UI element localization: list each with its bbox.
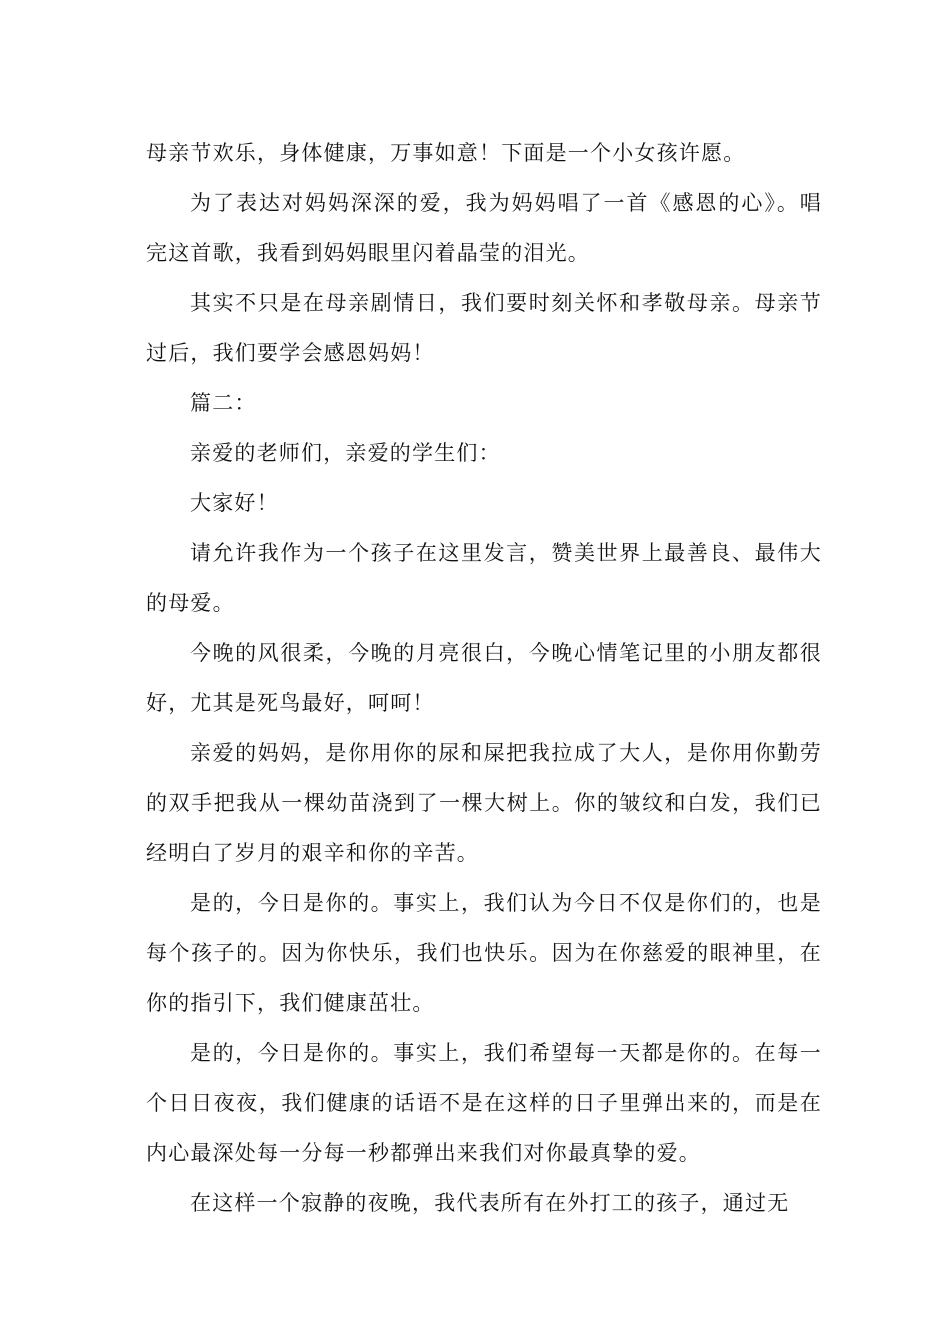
paragraph: 是的，今日是你的。事实上，我们认为今日不仅是你们的，也是每个孩子的。因为你快乐，我们也快乐。因为在你慈爱的眼神里，在你的指引下，我们健康茁壮。 xyxy=(146,891,822,1015)
paragraph: 其实不只是在母亲剧情日，我们要时刻关怀和孝敬母亲。母亲节过后，我们要学会感恩妈妈！ xyxy=(146,291,822,365)
paragraph: 亲爱的妈妈，是你用你的尿和屎把我拉成了大人，是你用你勤劳的双手把我从一棵幼苗浇到了一棵大树上。你的皱纹和白发，我们已经明白了岁月的艰辛和你的辛苦。 xyxy=(146,741,822,865)
paragraph: 为了表达对妈妈深深的爱，我为妈妈唱了一首《感恩的心》。唱完这首歌，我看到妈妈眼里闪着晶莹的泪光。 xyxy=(146,191,822,265)
section-heading: 篇二： xyxy=(190,391,257,415)
salutation: 亲爱的老师们，亲爱的学生们： xyxy=(190,441,501,465)
greeting: 大家好！ xyxy=(190,491,279,515)
paragraph: 是的，今日是你的。事实上，我们希望每一天都是你的。在每一个日日夜夜，我们健康的话语不是在这样的日子里弹出来的，而是在内心最深处每一分每一秒都弹出来我们对你最真挚的爱。 xyxy=(146,1041,822,1165)
paragraph: 请允许我作为一个孩子在这里发言，赞美世界上最善良、最伟大的母爱。 xyxy=(146,541,822,615)
document-body xyxy=(146,128,822,1228)
paragraph: 今晚的风很柔，今晚的月亮很白，今晚心情笔记里的小朋友都很好，尤其是死鸟最好，呵呵！ xyxy=(146,641,822,715)
paragraph: 母亲节欢乐，身体健康，万事如意！下面是一个小女孩许愿。 xyxy=(146,141,746,165)
paragraph: 在这样一个寂静的夜晚，我代表所有在外打工的孩子，通过无 xyxy=(190,1191,790,1215)
